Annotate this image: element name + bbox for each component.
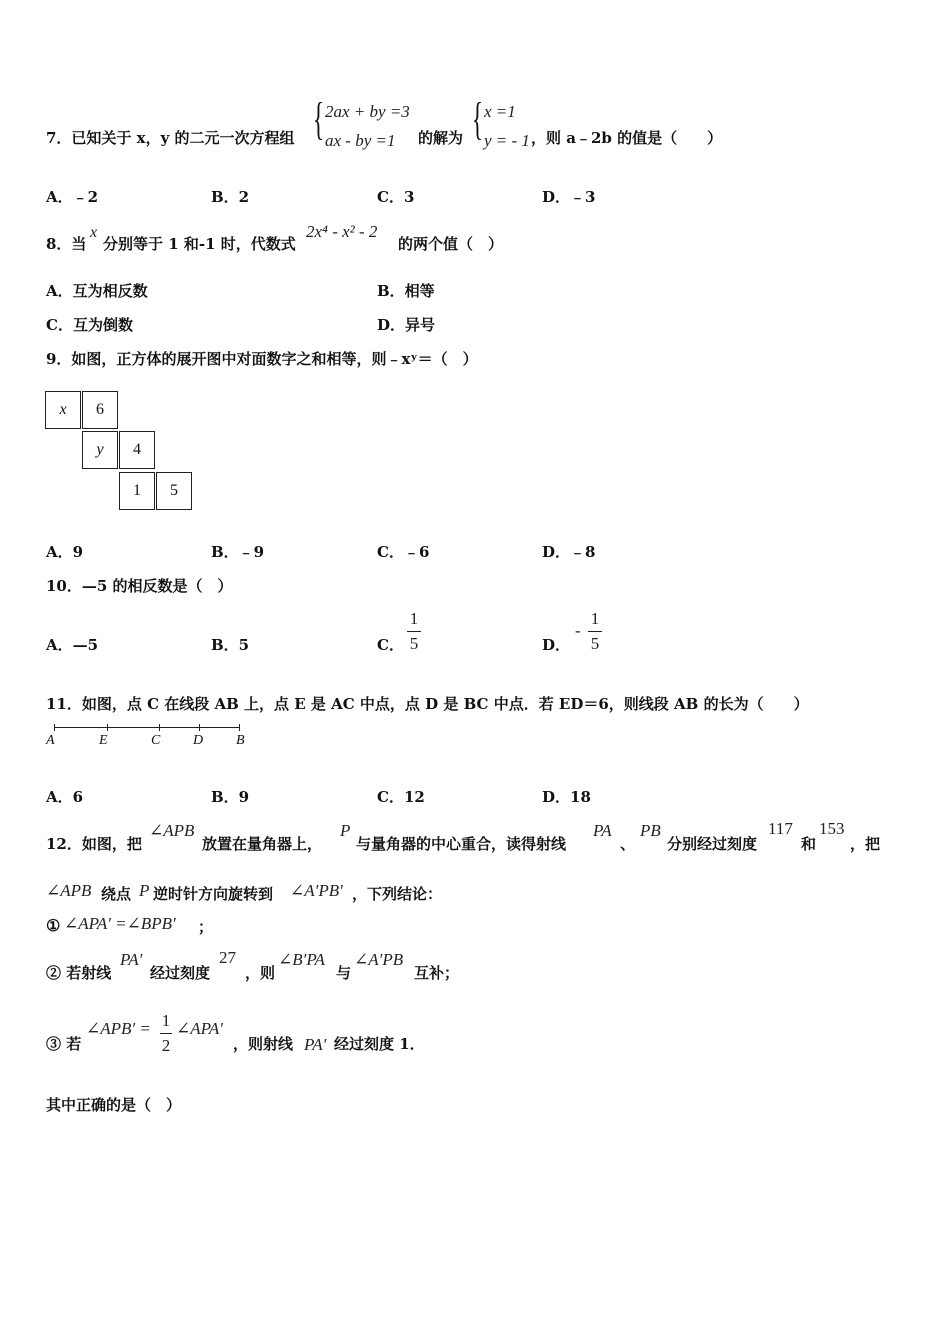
q12-line2-angle: ∠APB bbox=[46, 881, 92, 900]
q12-conclusion1-mark: ① bbox=[46, 916, 61, 935]
q12-line2-a: 绕点 bbox=[101, 885, 132, 903]
q10-stem: 10．—5 的相反数是（ ） bbox=[46, 577, 233, 595]
segment-tick-b bbox=[239, 724, 240, 731]
segment-tick-e bbox=[107, 724, 108, 731]
q10-option-b: B．5 bbox=[211, 636, 250, 654]
q12-line2-c: ，下列结论： bbox=[352, 885, 443, 903]
q12-number-153: 153 bbox=[819, 819, 845, 838]
q12-conclusion1-expr: ∠APA′ =∠BPB′ bbox=[64, 914, 176, 933]
q12-separator: 、 bbox=[620, 835, 636, 853]
q12-line1-b: 放置在量角器上， bbox=[202, 835, 323, 853]
q7-system-eq1: 2ax + by =3 bbox=[325, 102, 410, 121]
q8-option-b: B．相等 bbox=[377, 282, 435, 300]
q12-line1-d: 分别经过刻度 bbox=[667, 835, 758, 853]
q9-option-d: D．﹣8 bbox=[542, 543, 596, 561]
q10-option-c-denominator: 5 bbox=[409, 634, 419, 653]
segment-tick-d bbox=[199, 724, 200, 731]
q12-line2-rotated-angle: ∠A′PB′ bbox=[290, 881, 343, 900]
q8-option-a: A．互为相反数 bbox=[46, 282, 148, 300]
q12-line1-e: ，把 bbox=[850, 835, 881, 853]
q10-option-d-numerator: 1 bbox=[590, 609, 600, 628]
q12-conclusion3-b: ，则射线 bbox=[233, 1035, 294, 1053]
q12-ray-pb: PB bbox=[640, 821, 661, 840]
segment-label-e: E bbox=[99, 733, 108, 748]
q12-conclusion2-e: 互补； bbox=[414, 964, 460, 982]
q8-expression: 2x⁴ - x² - 2 bbox=[306, 222, 378, 241]
segment-label-d: D bbox=[193, 733, 204, 748]
net-cell-x: x bbox=[45, 391, 81, 429]
segment-line bbox=[54, 727, 240, 728]
q7-solution-brace: { bbox=[472, 93, 484, 144]
q10-option-a: A．—5 bbox=[46, 636, 99, 654]
q11-option-d: D．18 bbox=[542, 788, 591, 806]
q12-conclusion2-angle2: ∠A′PB bbox=[354, 950, 404, 969]
q12-conclusion2-c: ，则 bbox=[245, 964, 276, 982]
q12-final-question: 其中正确的是（ ） bbox=[46, 1096, 182, 1114]
q9-stem: 9．如图，正方体的展开图中对面数字之和相等，则﹣xʸ＝（ ） bbox=[46, 350, 478, 368]
q7-prefix: 7．已知关于 x，y 的二元一次方程组 bbox=[46, 129, 295, 147]
net-cell-y: y bbox=[82, 431, 118, 469]
q10-option-c-label: C． bbox=[377, 636, 404, 654]
q12-conclusion3-fraction bbox=[160, 1011, 172, 1056]
q12-angle-apb: ∠APB bbox=[149, 821, 195, 840]
q8-option-d: D．异号 bbox=[377, 316, 436, 334]
q8-prefix: 8．当 bbox=[46, 235, 87, 253]
net-cell-5: 5 bbox=[156, 472, 192, 510]
q12-conclusion3-numerator: 1 bbox=[161, 1011, 171, 1030]
q12-conclusion3-c: 经过刻度 1． bbox=[334, 1035, 425, 1053]
q12-conclusion3-denominator: 2 bbox=[161, 1036, 171, 1055]
q12-and: 和 bbox=[801, 835, 817, 853]
q10-option-d-fraction bbox=[588, 609, 602, 654]
net-cell-6: 6 bbox=[82, 391, 118, 429]
net-cell-1: 1 bbox=[119, 472, 155, 510]
q10-option-c-fraction bbox=[407, 609, 421, 654]
q12-conclusion3-ray: PA′ bbox=[304, 1035, 327, 1054]
q11-option-c: C．12 bbox=[377, 788, 425, 806]
q7-option-d: D．﹣3 bbox=[542, 188, 596, 206]
q7-option-a: A．﹣2 bbox=[46, 188, 99, 206]
q7-solution-eq1: x =1 bbox=[484, 102, 516, 121]
q9-option-c: C．﹣6 bbox=[377, 543, 430, 561]
q7-suffix: ，则 a﹣2b 的值是（ ） bbox=[531, 129, 723, 147]
q12-conclusion2-d: 与 bbox=[336, 964, 352, 982]
q12-ray-pa: PA bbox=[593, 821, 612, 840]
segment-label-b: B bbox=[236, 733, 245, 748]
segment-tick-c bbox=[159, 724, 160, 731]
q12-line1-c: 与量角器的中心重合，读得射线 bbox=[356, 835, 567, 853]
q12-line2-point-p: P bbox=[139, 881, 150, 900]
q12-conclusion2-ray: PA′ bbox=[120, 950, 143, 969]
q12-conclusion3-lhs: ∠APB′ = bbox=[86, 1019, 151, 1038]
q7-option-c: C．3 bbox=[377, 188, 415, 206]
q7-system-eq2: ax - by =1 bbox=[325, 131, 396, 150]
q12-conclusion2-number: 27 bbox=[219, 948, 236, 967]
q12-point-p: P bbox=[340, 821, 351, 840]
segment-tick-a bbox=[54, 724, 55, 731]
q8-suffix: 的两个值（ ） bbox=[398, 235, 504, 253]
q12-line2-b: 逆时针方向旋转到 bbox=[153, 885, 274, 903]
segment-label-c: C bbox=[151, 733, 161, 748]
q12-line1-a: 12．如图，把 bbox=[46, 835, 142, 853]
q7-option-b: B．2 bbox=[211, 188, 250, 206]
q10-option-d-denominator: 5 bbox=[590, 634, 600, 653]
q8-var-x: x bbox=[90, 224, 98, 241]
segment-label-a: A bbox=[46, 733, 55, 748]
q11-stem: 11．如图，点 C 在线段 AB 上，点 E 是 AC 中点，点 D 是 BC 中点．若 ED＝6，则线段 AB 的长为（ ） bbox=[46, 695, 809, 713]
q12-conclusion2-angle1: ∠B′PA bbox=[278, 950, 325, 969]
q10-option-d-sign: - bbox=[575, 621, 581, 640]
q12-conclusion1-end: ； bbox=[198, 918, 214, 936]
q11-option-b: B．9 bbox=[211, 788, 250, 806]
q7-system-brace: { bbox=[313, 93, 325, 144]
q7-mid: 的解为 bbox=[418, 129, 464, 147]
q9-option-a: A．9 bbox=[46, 543, 84, 561]
q8-option-c: C．互为倒数 bbox=[46, 316, 133, 334]
q12-conclusion2-b: 经过刻度 bbox=[150, 964, 211, 982]
q10-option-d-label: D． bbox=[542, 636, 571, 654]
q9-option-b: B．﹣9 bbox=[211, 543, 265, 561]
net-cell-4: 4 bbox=[119, 431, 155, 469]
q12-conclusion2-a: ② 若射线 bbox=[46, 964, 112, 982]
q12-conclusion3-rhs: ∠APA′ bbox=[176, 1019, 223, 1038]
q10-option-c-numerator: 1 bbox=[409, 609, 419, 628]
q11-option-a: A．6 bbox=[46, 788, 84, 806]
q12-conclusion3-a: ③ 若 bbox=[46, 1035, 82, 1053]
q8-mid: 分别等于 1 和-1 时，代数式 bbox=[103, 235, 296, 253]
q7-solution-eq2: y = - 1 bbox=[484, 131, 530, 150]
q12-number-117: 117 bbox=[768, 819, 793, 838]
